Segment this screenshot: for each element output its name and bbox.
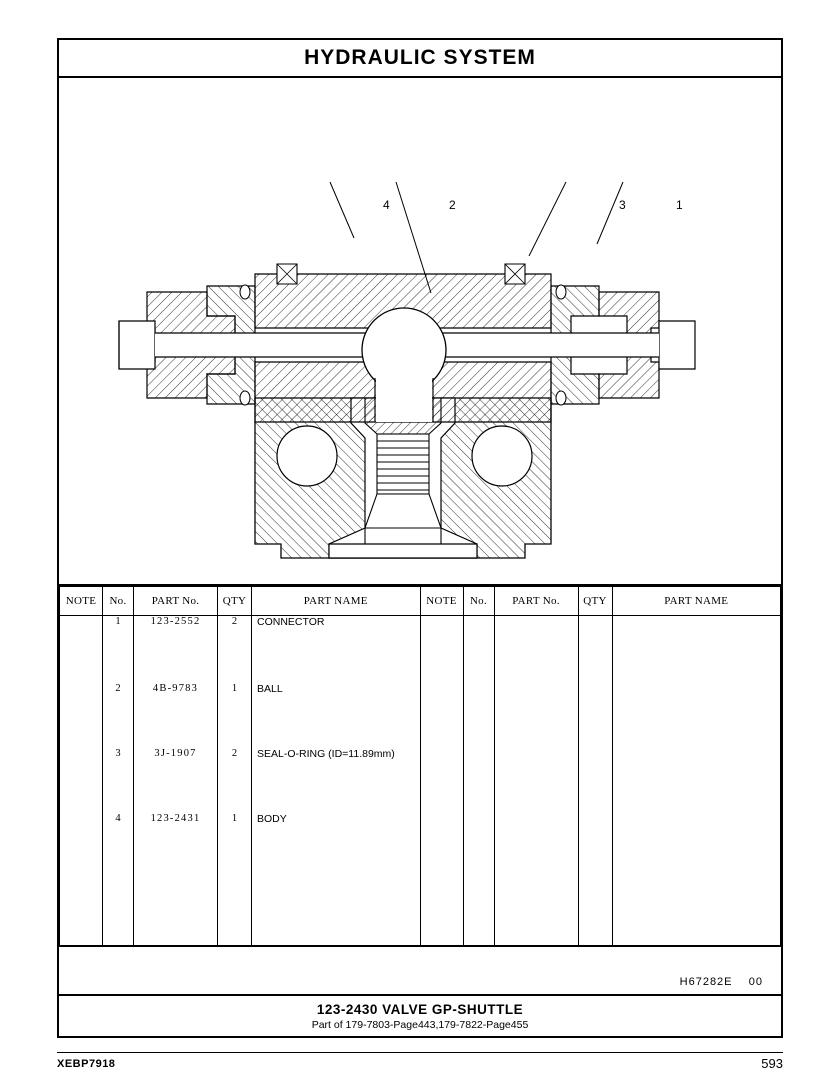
drawing-frame (57, 38, 783, 1038)
callout-label-4: 4 (383, 198, 390, 212)
cell-note-left (60, 616, 103, 946)
cell-part-name: BODY (252, 813, 421, 878)
cell-part-name-right (612, 616, 781, 946)
caption-main: 123-2430 VALVE GP-SHUTTLE (316, 1002, 524, 1017)
cell-part-no: 123-2431 (134, 813, 218, 878)
cell-no-empty (103, 878, 134, 946)
cell-qty-right (578, 616, 612, 946)
footer-divider (57, 1052, 783, 1053)
cell-part-name: BALL (252, 683, 421, 748)
cell-no: 1 (103, 616, 134, 684)
cell-part-no: 4B-9783 (134, 683, 218, 748)
cell-no: 2 (103, 683, 134, 748)
cell-qty-empty (218, 878, 252, 946)
cell-qty: 1 (218, 683, 252, 748)
header-note-right: NOTE (420, 587, 463, 616)
header-part-no-right: PART No. (494, 587, 578, 616)
header-part-no-left: PART No. (134, 587, 218, 616)
cell-part-name: SEAL-O-RING (ID=11.89mm) (252, 748, 421, 813)
caption-sub: Part of 179-7803-Page443,179-7822-Page455 (311, 1019, 529, 1031)
header-part-name-right: PART NAME (612, 587, 781, 616)
section-title-band (59, 40, 781, 78)
drawing-number (680, 976, 763, 988)
footer-page-number: 593 (761, 1056, 783, 1071)
header-part-name-left: PART NAME (252, 587, 421, 616)
table-header-row (60, 587, 781, 616)
technical-drawing (59, 78, 781, 586)
parts-list-table (59, 586, 781, 946)
cell-part-no-empty (134, 878, 218, 946)
cell-qty: 2 (218, 616, 252, 684)
cell-qty: 2 (218, 748, 252, 813)
callout-label-2: 2 (449, 198, 456, 212)
drawing-number-code: H67282E (679, 976, 733, 988)
table-row (60, 616, 781, 684)
callout-label-1: 1 (676, 198, 683, 212)
cell-no: 4 (103, 813, 134, 878)
header-no-right: No. (463, 587, 494, 616)
page-title: HYDRAULIC SYSTEM (304, 46, 536, 69)
cell-part-no-right (494, 616, 578, 946)
header-qty-right: QTY (578, 587, 612, 616)
footer-doc-code: XEBP7918 (57, 1058, 116, 1070)
cell-part-no: 123-2552 (134, 616, 218, 684)
callout-label-3: 3 (619, 198, 626, 212)
cell-no: 3 (103, 748, 134, 813)
cell-qty: 1 (218, 813, 252, 878)
drawing-number-strip (59, 946, 781, 996)
cell-part-name-empty (252, 878, 421, 946)
cell-part-name: CONNECTOR (252, 616, 421, 684)
cell-note-right (420, 616, 463, 946)
header-qty-left: QTY (218, 587, 252, 616)
cell-no-right (463, 616, 494, 946)
drawing-number-revision: 00 (748, 976, 763, 988)
header-no-left: No. (103, 587, 134, 616)
cell-part-no: 3J-1907 (134, 748, 218, 813)
header-note-left: NOTE (60, 587, 103, 616)
figure-caption (59, 996, 781, 1031)
